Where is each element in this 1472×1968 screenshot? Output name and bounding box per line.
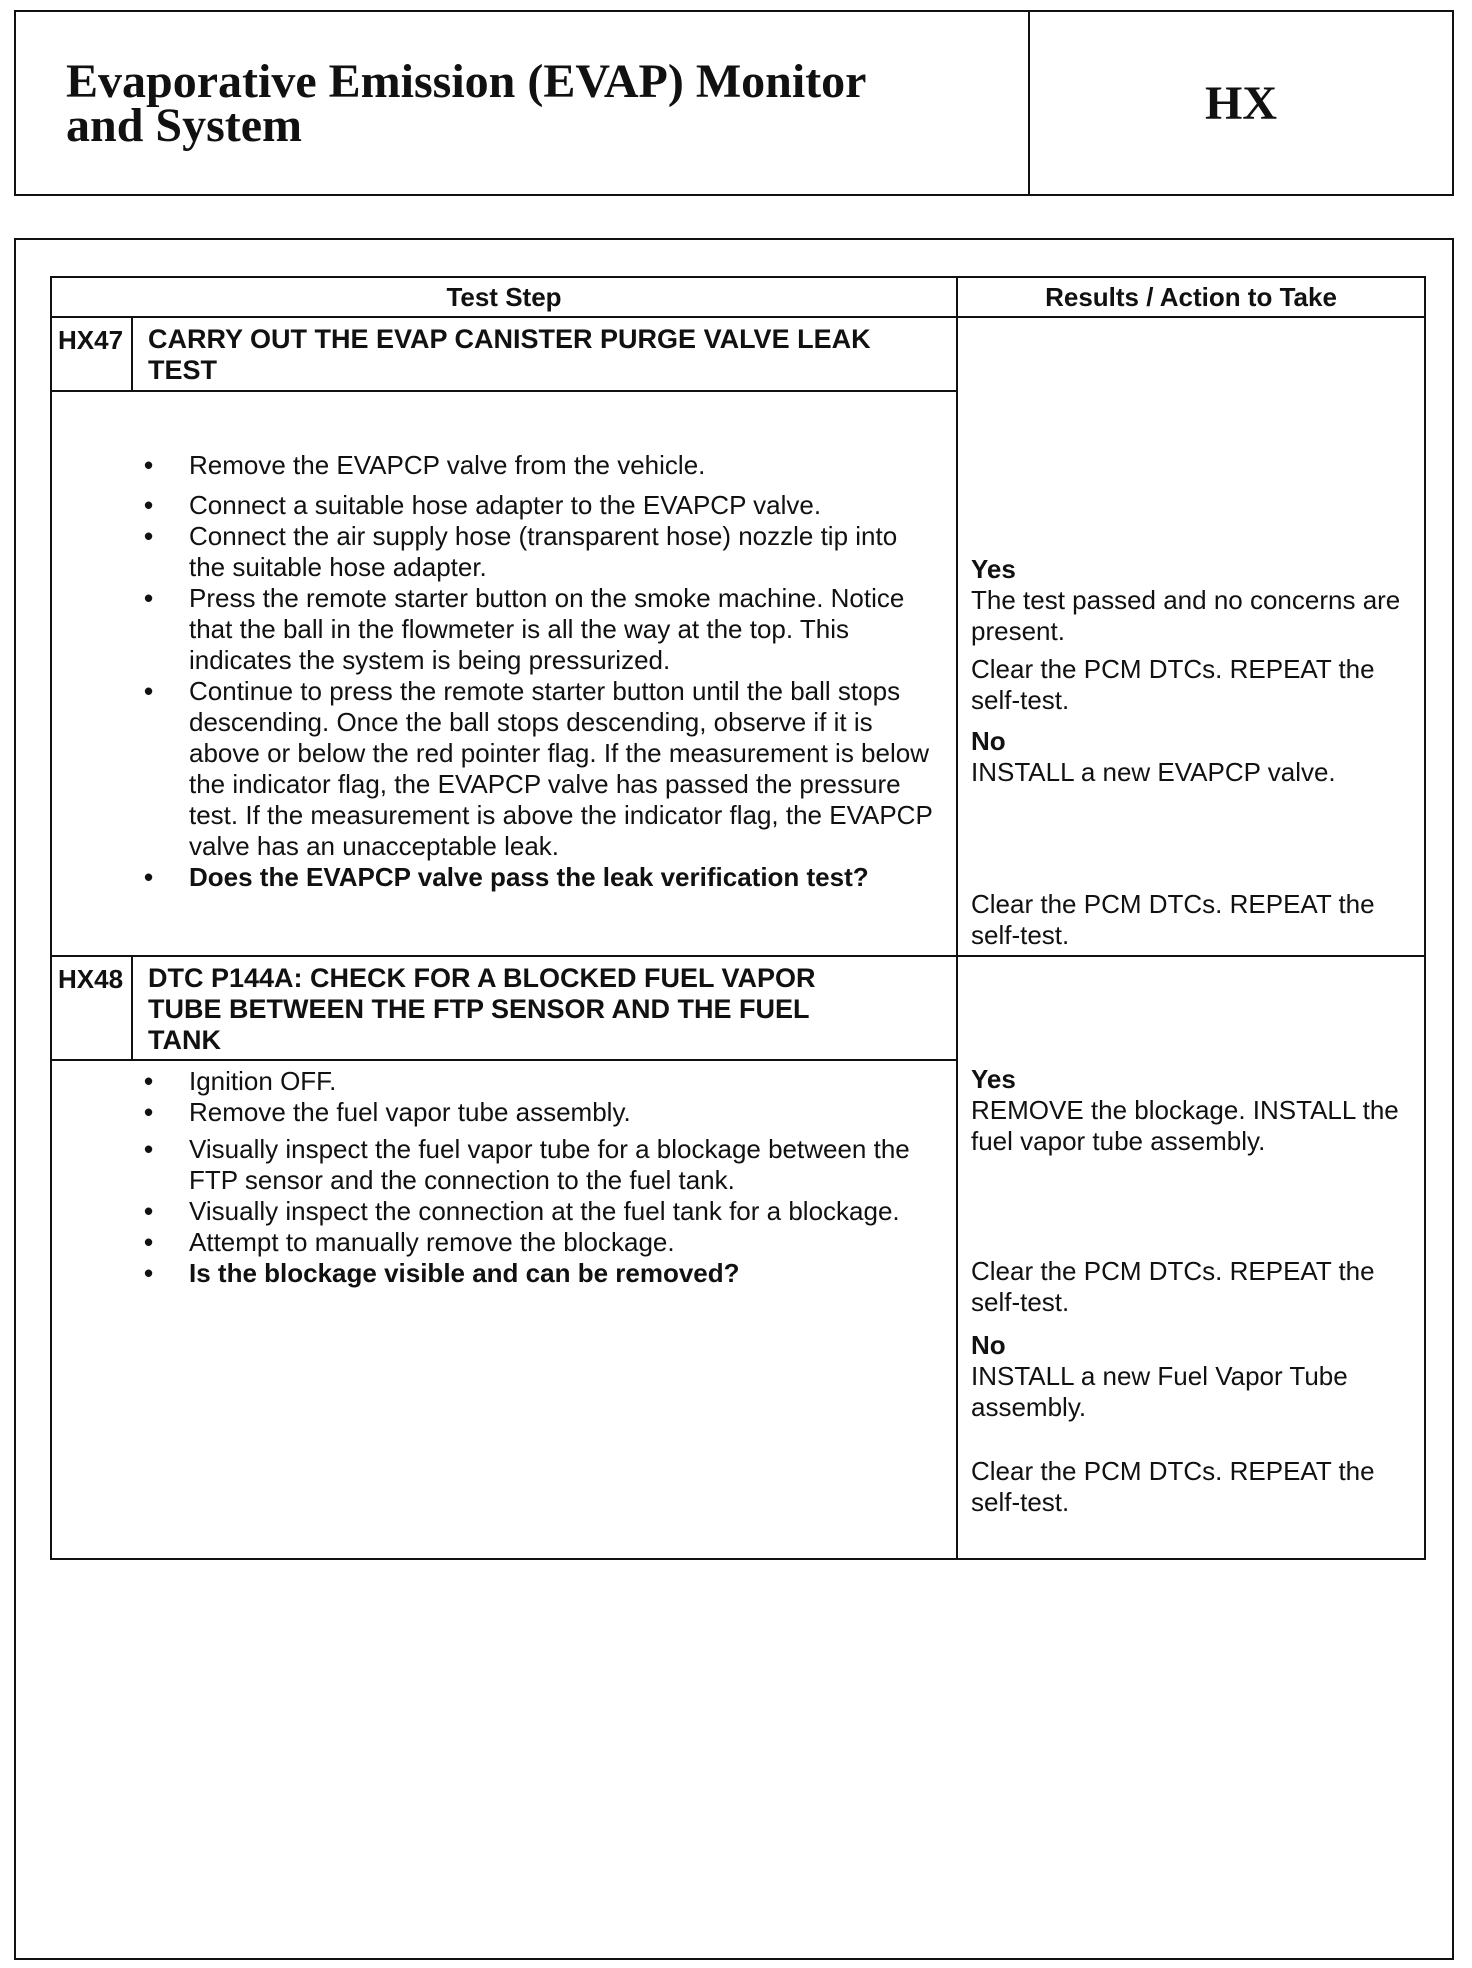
column-divider [956,276,958,1560]
instruction-item [144,1097,934,1128]
table-left-border [50,276,52,1560]
header-row-border [50,316,1426,318]
instruction-text: Visually inspect the fuel vapor tube for a blockage between the FTP sensor and the connection to the fuel tank. [189,1134,910,1195]
instruction-text: Attempt to manually remove the blockage. [189,1227,675,1257]
bullet-icon: • [144,1066,154,1096]
step-title-line: TUBE BETWEEN THE FTP SENSOR AND THE FUEL [148,994,810,1024]
column-header-test-step: Test Step [446,282,562,312]
title-line-2: and System [66,99,303,152]
step-instructions [144,1066,934,1289]
instruction-question: Does the EVAPCP valve pass the leak verification test? [189,862,869,892]
step-title-line: TEST [148,355,218,385]
result-yes-text: The test passed and no concerns are present. [971,585,1401,646]
bullet-icon: • [144,521,154,551]
bullet-icon: • [144,583,154,613]
instruction-item [144,583,934,676]
result-no-action: Clear the PCM DTCs. REPEAT the self-test. [971,889,1375,950]
instruction-item [144,862,934,893]
result-no-text: INSTALL a new EVAPCP valve. [971,757,1336,787]
result-yes-text: REMOVE the blockage. INSTALL the fuel vapor tube assembly. [971,1095,1399,1156]
result-yes-action: Clear the PCM DTCs. REPEAT the self-test. [971,654,1375,715]
instruction-item [144,676,934,862]
bullet-icon: • [144,862,154,892]
instruction-text: Connect the air supply hose (transparent hose) nozzle tip into the suitable hose adapter. [189,521,898,582]
result-yes-label: Yes [971,554,1016,584]
instruction-item [144,1066,934,1097]
page-header [14,10,1454,196]
instruction-text: Visually inspect the connection at the fuel tank for a blockage. [189,1196,900,1226]
instruction-item [144,450,934,481]
hx48-code-divider [131,957,133,1059]
hx47-title-border [50,390,958,392]
bullet-icon: • [144,450,154,480]
step-title-line: DTC P144A: CHECK FOR A BLOCKED FUEL VAPOR [148,963,816,993]
result-yes-action: Clear the PCM DTCs. REPEAT the self-test. [971,1256,1375,1317]
bullet-icon: • [144,490,154,520]
column-header-results: Results / Action to Take [1045,282,1337,312]
section-code: HX [1205,76,1277,130]
instruction-text: Press the remote starter button on the smoke machine. Notice that the ball in the flowmeter is all the way at the top. This indicates the system is being pressurized. [189,583,905,675]
result-no-text: INSTALL a new Fuel Vapor Tube assembly. [971,1361,1348,1422]
result-no-label: No [971,726,1006,756]
instruction-item [144,1227,934,1258]
hx47-code-divider [131,318,133,390]
step-instructions [144,450,934,893]
step-title-line: TANK [148,1025,221,1055]
title-line-1: Evaporative Emission (EVAP) Monitor [66,55,867,108]
hx48-title-border [50,1059,958,1061]
result-no-label: No [971,1330,1006,1360]
instruction-item [144,1258,934,1289]
row-divider [50,955,1426,957]
instruction-question: Is the blockage visible and can be removed? [189,1258,740,1288]
instruction-item [144,521,934,583]
instruction-item [144,490,934,521]
table-top-border [50,276,1426,278]
step-code: HX47 [58,325,124,355]
step-code: HX48 [58,964,124,994]
instruction-item [144,1134,934,1196]
page-title [66,55,966,152]
bullet-icon: • [144,1227,154,1257]
step-title [148,963,948,1056]
step-title-line: CARRY OUT THE EVAP CANISTER PURGE VALVE LEAK [148,324,871,354]
bullet-icon: • [144,1258,154,1288]
table-right-border [1424,276,1426,1560]
bullet-icon: • [144,1196,154,1226]
bullet-icon: • [144,676,154,706]
result-no-action: Clear the PCM DTCs. REPEAT the self-test. [971,1456,1375,1517]
step-title [148,324,948,386]
bullet-icon: • [144,1134,154,1164]
instruction-text: Remove the fuel vapor tube assembly. [189,1097,631,1127]
instruction-text: Connect a suitable hose adapter to the EVAPCP valve. [189,490,822,520]
bullet-icon: • [144,1097,154,1127]
table-bottom-border [50,1558,1426,1560]
instruction-text: Ignition OFF. [189,1066,337,1096]
instruction-item [144,1196,934,1227]
instruction-text: Continue to press the remote starter button until the ball stops descending. Once the ball stops descending, observe if it is above or below the red pointer flag. If the measurement is below the indicator flag, the EVAPCP valve has passed the pressure test. If the measurement is above the indicator flag, the EVAPCP valve has an unacceptable leak. [189,676,933,861]
result-yes-label: Yes [971,1064,1016,1094]
instruction-text: Remove the EVAPCP valve from the vehicle. [189,450,706,480]
